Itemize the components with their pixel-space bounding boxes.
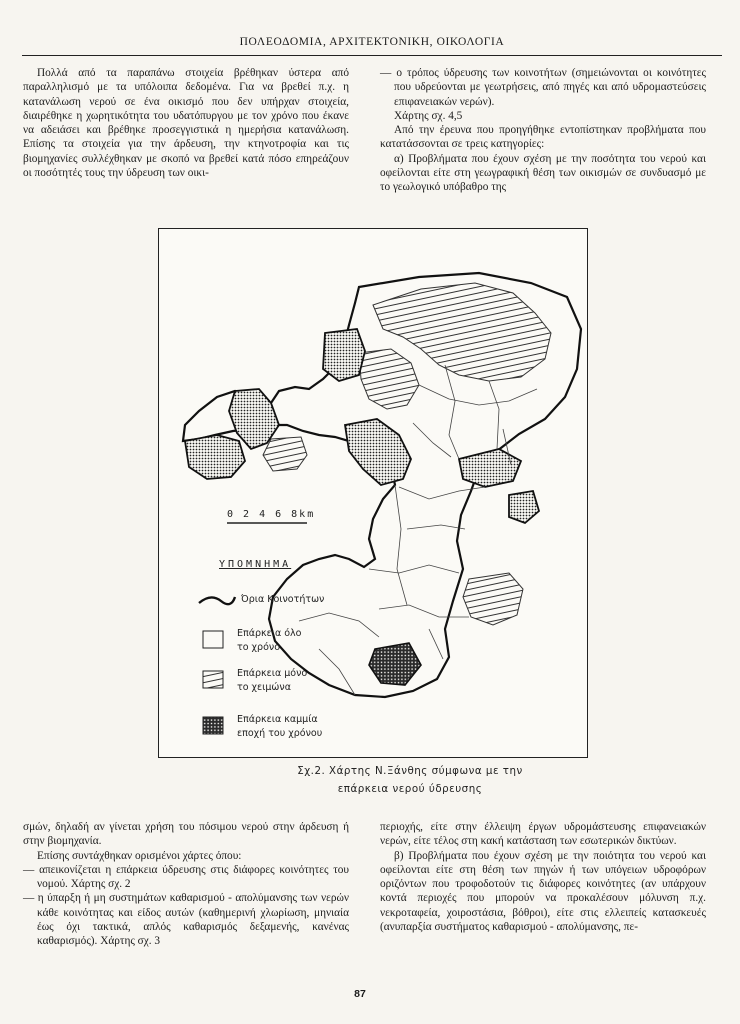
bullet-item: — απεικονίζεται η επάρκεια ύδρευσης στις διάφορες κοινότητες του νομού. Χάρτης σχ. 2 xyxy=(23,863,349,891)
legend-label-boundary: Όρια Κοινοτήτων xyxy=(241,594,325,605)
paragraph: β) Προβλήματα που έχουν σχέση με την ποιότητα του νερού και οφείλονται είτε στη θέση των πηγών ή των υπόγειων υδροφόρων οριζόντων που τροφοδοτούν τις διάφορες κοινότητες (αν υπάρχουν κοντά περιοχές που μπορούν να προκαλέσουν μόλυνση π.χ. νεκροταφεία, χοιροστάσια, βόθροι), είτε στις ελλειπείς κατασκευές (ανυπαρξία συστήματος καθαρισμού - απολύμανσης, πε- xyxy=(380,849,706,934)
running-header: ΠΟΛΕΟΔΟΜΙΑ, ΑΡΧΙΤΕΚΤΟΝΙΚΗ, ΟΙΚΟΛΟΓΙΑ xyxy=(239,36,505,48)
paragraph: σμών, δηλαδή αν γίνεται χρήση του πόσιμου νερού στην άρδευση ή στην βιομηχανία. xyxy=(23,821,349,848)
legend-hatched-box-icon xyxy=(203,671,223,688)
region-winter-only xyxy=(463,573,523,625)
xanthi-map xyxy=(159,229,587,757)
top-left-column xyxy=(23,66,349,180)
legend-label-none: Επάρκεια καμμία εποχή του χρόνου xyxy=(237,714,323,739)
paragraph: α) Προβλήματα που έχουν σχέση με την ποσότητα του νερού και οφείλονται είτε στη γεωγραφική θέση των οικισμών σε συνδυασμό με το γεωλογικό υπόβαθρο της xyxy=(380,152,706,194)
bottom-left-column xyxy=(23,820,349,949)
top-right-column xyxy=(380,66,706,195)
legend-blank-box-icon xyxy=(203,631,223,648)
paragraph: Επίσης συντάχθηκαν ορισμένοι χάρτες όπου: xyxy=(37,849,242,862)
legend-title: ΥΠΟΜΝΗΜΑ xyxy=(219,559,292,570)
bullet-item: — ο τρόπος ύδρευσης των κοινοτήτων (σημειώνονται οι κοινότητες που υδρεύονται με γεωτρήσεις, από πηγές και από υδρομαστεύσεις επιφανειακών νερών). xyxy=(380,67,706,108)
legend-dotted-box-icon xyxy=(203,717,223,734)
header-rule xyxy=(22,55,722,56)
paragraph: Από την έρευνα που προηγήθηκε εντοπίστηκαν προβλήματα που κατατάσσονται σε τρεις κατηγορίες: xyxy=(380,124,706,151)
caption-line: επάρκεια νερού ύδρευσης xyxy=(337,783,483,795)
bullet-item: — η ύπαρξη ή μη συστημάτων καθαρισμού - απολύμανσης των νερών κάθε κοινότητας και είδος αυτών (καθημερινή χλωρίωση, μηνιαία έως όχι τακτικά, απλός καθαρισμός δεξαμενής, κανένας καθαρισμός). Χάρτης σχ. 3 xyxy=(23,892,349,948)
scale-bar-label: 0 2 4 6 8km xyxy=(227,509,316,520)
paragraph: Πολλά από τα παραπάνω στοιχεία βρέθηκαν ύστερα από παραλληλισμό με τα υπόλοιπα δεδομένα. Για να βρεθεί π.χ. η κατανάλωση νερού σε ένα οικισμό που δεν υπήρχαν στοιχεία, διαιρέθηκε η χωρητικότητα του υδατόπυργου με τον χρόνο που έκανε να αδειάσει και βρέθηκε προσεγγιστικά η ημερήσια κατανάλωση. Επίσης τα στοιχεία για την άρδευση, την κτηνοτροφία και τις βιομηχανίες συλλέχθηκαν με σκοπό να βρεθεί κατά πόσο επηρεάζουν οι ποσότητές τους την ύδρευση των οικι- xyxy=(23,67,349,180)
map-reference: Χάρτης σχ. 4,5 xyxy=(394,109,463,122)
region-no-season xyxy=(323,329,365,381)
map-figure xyxy=(158,228,588,758)
legend-boundary-line-icon xyxy=(199,597,235,604)
legend-label-winter: Επάρκεια μόνο το χειμώνα xyxy=(237,668,308,693)
bottom-right-column xyxy=(380,820,706,934)
legend-label-all-year: Επάρκεια όλο το χρόνο xyxy=(237,628,302,653)
region-winter-only xyxy=(263,437,307,471)
figure-caption xyxy=(250,762,570,798)
region-no-season xyxy=(509,491,539,523)
caption-line: Σχ.2. Χάρτης Ν.Ξάνθης σύμφωνα με την xyxy=(297,765,523,777)
region-no-season xyxy=(185,435,245,479)
paragraph: περιοχής, είτε στην έλλειψη έργων υδρομάστευσης επιφανειακών νερών, είτε τέλος στη κακή κατάσταση των εσωτερικών δικτύων. xyxy=(380,821,706,848)
page-number: 87 xyxy=(354,988,366,1000)
